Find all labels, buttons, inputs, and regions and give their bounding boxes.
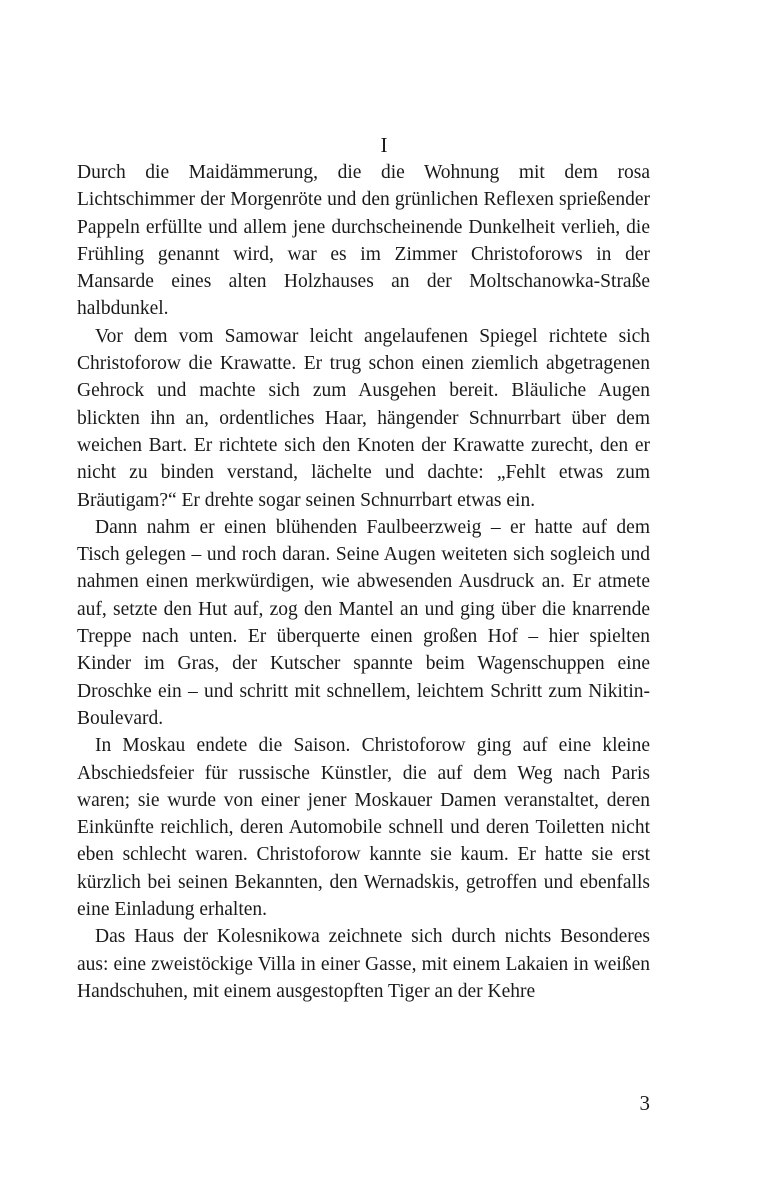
body-text bbox=[77, 159, 650, 1005]
paragraph-3: Dann nahm er einen blühenden Faulbeerzweig – er hatte auf dem Tisch gelegen – und roch daran. Seine Augen weiteten sich sogleich und nahmen einen merkwürdigen, wie abwesenden Ausdruck an. Er atmete auf, setzte den Hut auf, zog den Mantel an und ging über die knarrende Treppe nach unten. Er überquerte einen großen Hof – hier spielten Kinder im Gras, der Kutscher spannte beim Wagenschuppen eine Droschke ein – und schritt mit schnellem, leichtem Schritt zum Nikitin-Boulevard. bbox=[77, 516, 650, 729]
paragraph-1: Durch die Maidämmerung, die die Wohnung mit dem rosa Lichtschimmer der Morgenröte und den grünlichen Reflexen sprießender Pappeln erfüllte und allem jene durchscheinende Dunkelheit verlieh, die Frühling genannt wird, war es im Zimmer Christoforows in der Mansarde eines alten Holzhauses an der Moltschanowka-Straße halbdunkel. bbox=[77, 162, 650, 320]
page-number: 3 bbox=[639, 1091, 650, 1115]
paragraph-2: Vor dem vom Samowar leicht angelaufenen Spiegel richtete sich Christoforow die Krawatte. Er trug schon einen ziemlich abgetragenen Gehrock und machte sich zum Ausgehen bereit. Bläuliche Augen blickten ihn an, ordentliches Haar, hängender Schnurrbart über dem weichen Bart. Er richtete sich den Knoten der Krawatte zurecht, den er nicht zu binden verstand, lächelte und dachte: „Fehlt etwas zum Bräutigam?“ Er drehte sogar seinen Schnurrbart etwas ein. bbox=[77, 325, 650, 511]
paragraph-5: Das Haus der Kolesnikowa zeichnete sich durch nichts Besonderes aus: eine zweistöckige Villa in einer Gasse, mit einem Lakaien in weißen Handschuhen, mit einem ausgestopften Tiger an der Kehre bbox=[77, 926, 650, 1002]
chapter-heading: I bbox=[380, 133, 388, 157]
paragraph-4: In Moskau endete die Saison. Christoforow ging auf eine kleine Abschiedsfeier für russische Künstler, die auf dem Weg nach Paris waren; sie wurde von einer jener Moskauer Damen veranstaltet, deren Einkünfte reichlich, deren Automobile schnell und deren Toiletten nicht eben schlecht waren. Christoforow kannte sie kaum. Er hatte sie erst kürzlich bei seinen Bekannten, den Wernadskis, getroffen und ebenfalls eine Einladung erhalten. bbox=[77, 735, 650, 921]
